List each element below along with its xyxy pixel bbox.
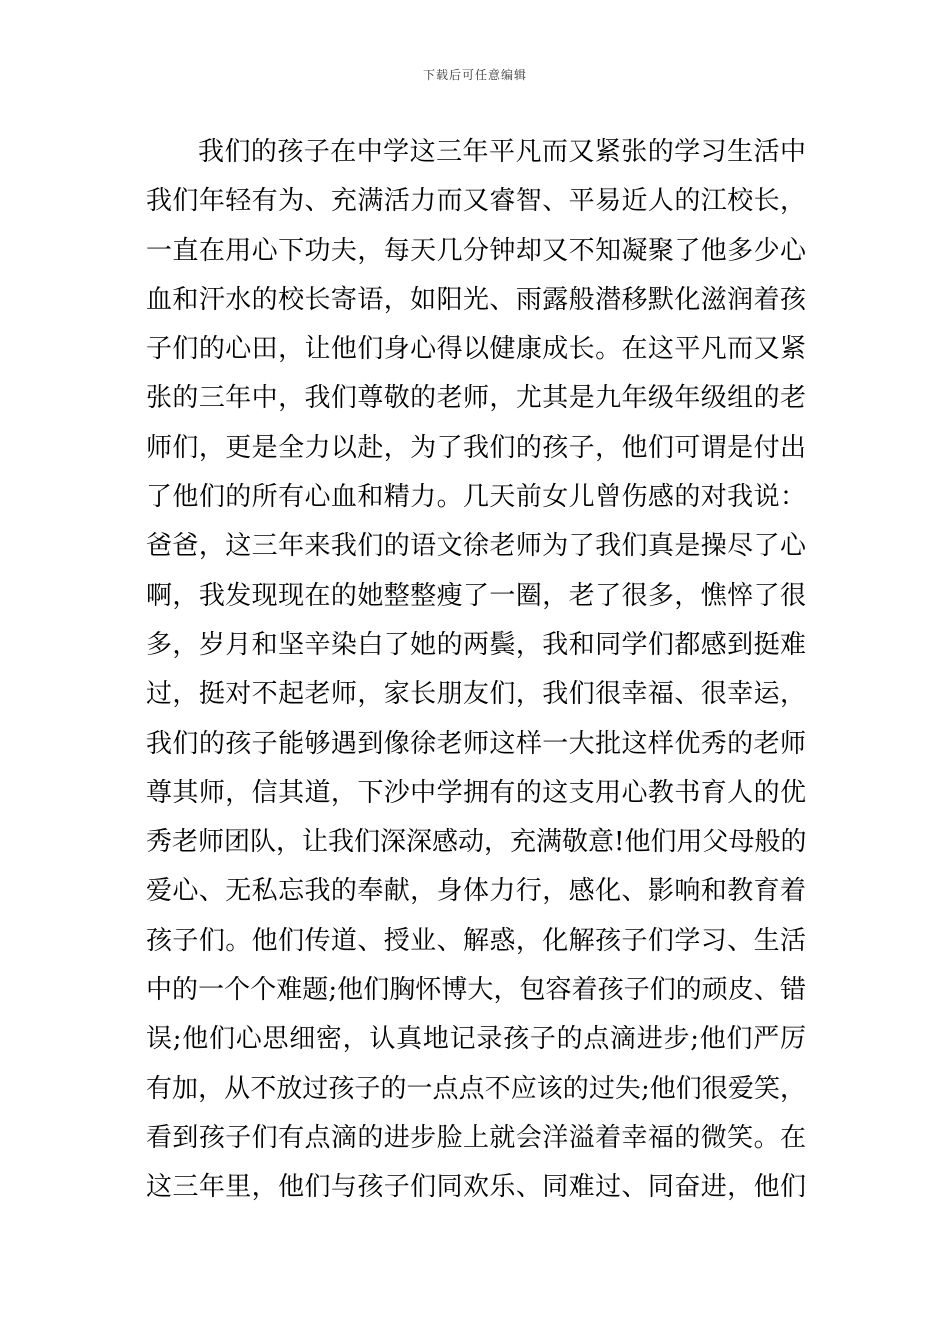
text-line: 多，岁月和坚辛染白了她的两鬓，我和同学们都感到挺难 <box>146 629 806 660</box>
text-line: 秀老师团队，让我们深深感动，充满敬意!他们用父母般的 <box>146 827 807 858</box>
text-line: 啊，我发现现在的她整整瘦了一圈，老了很多，憔悴了很 <box>146 580 806 611</box>
text-line: 爸爸，这三年来我们的语文徐老师为了我们真是操尽了心 <box>146 531 806 562</box>
text-line: 血和汗水的校长寄语，如阳光、雨露般潜移默化滋润着孩 <box>146 284 806 315</box>
text-line: 中的一个个难题;他们胸怀博大，包容着孩子们的顽皮、错 <box>146 975 806 1006</box>
text-line: 张的三年中，我们尊敬的老师，尤其是九年级年级组的老 <box>146 383 806 414</box>
text-line: 尊其师，信其道，下沙中学拥有的这支用心教书育人的优 <box>146 777 806 808</box>
text-line: 子们的心田，让他们身心得以健康成长。在这平凡而又紧 <box>146 334 806 365</box>
text-line: 爱心、无私忘我的奉献，身体力行，感化、影响和教育着 <box>146 876 806 907</box>
text-line: 我们的孩子能够遇到像徐老师这样一大批这样优秀的老师 <box>146 728 806 759</box>
text-line: 过，挺对不起老师，家长朋友们，我们很幸福、很幸运， <box>146 679 806 710</box>
text-line: 了他们的所有心血和精力。几天前女儿曾伤感的对我说： <box>146 482 806 513</box>
page-header-note: 下载后可任意编辑 <box>422 68 527 82</box>
text-line: 一直在用心下功夫，每天几分钟却又不知凝聚了他多少心 <box>146 235 806 266</box>
text-line: 这三年里，他们与孩子们同欢乐、同难过、同奋进，他们 <box>146 1172 806 1203</box>
body-paragraph <box>146 128 806 1213</box>
text-line: 我们年轻有为、充满活力而又睿智、平易近人的江校长， <box>146 186 806 217</box>
text-line: 有加，从不放过孩子的一点点不应该的过失;他们很爱笑， <box>146 1073 806 1104</box>
text-line: 我们的孩子在中学这三年平凡而又紧张的学习生活中 <box>198 137 806 167</box>
text-line: 误;他们心思细密，认真地记录孩子的点滴进步;他们严厉 <box>146 1024 806 1055</box>
text-line: 师们，更是全力以赴，为了我们的孩子，他们可谓是付出 <box>146 432 806 463</box>
text-line: 看到孩子们有点滴的进步脸上就会洋溢着幸福的微笑。在 <box>146 1122 806 1153</box>
text-line: 孩子们。他们传道、授业、解惑，化解孩子们学习、生活 <box>146 925 806 956</box>
